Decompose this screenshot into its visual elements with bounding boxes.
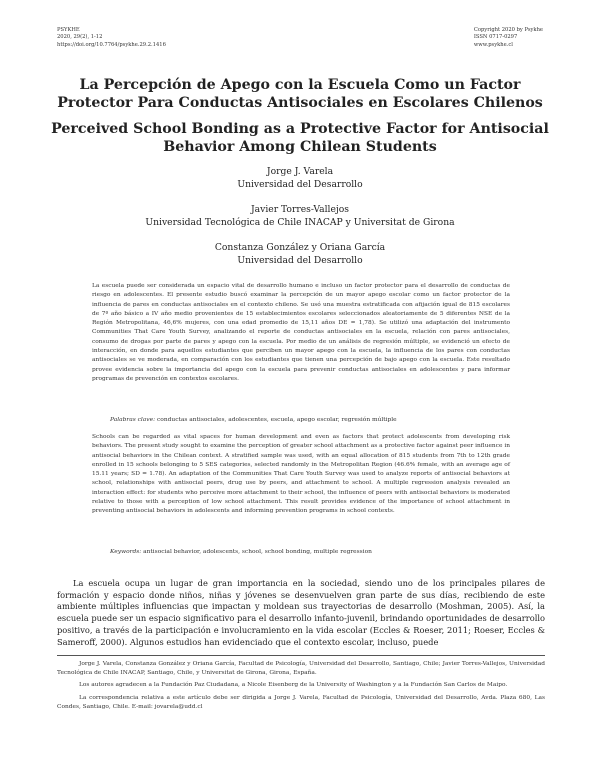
keywords-spanish — [110, 416, 510, 424]
journal-name: PSYKHE — [57, 27, 80, 33]
keywords-text: antisocial behavior, adolescents, school, school bonding, multiple regression — [143, 549, 372, 555]
author-block-2 — [40, 204, 560, 229]
title-english: Perceived School Bonding as a Protective Factor for Antisocial Behavior Among Chilean Students — [51, 121, 549, 155]
issn-line: ISSN 0717-0297 — [473, 34, 518, 41]
author-name: Jorge J. Varela — [266, 166, 334, 177]
keywords-english — [110, 548, 510, 556]
doi-link[interactable]: https://doi.org/10.7764/psykhe.29.2.1416 — [57, 41, 166, 48]
author-name: Javier Torres-Vallejos — [250, 204, 350, 215]
author-affiliation: Universidad Tecnológica de Chile INACAP y Universitat de Girona — [145, 216, 455, 228]
footnote-affiliations: Jorge J. Varela, Constanza González y Oriana García, Facultad de Psicología, Universidad del Desarrollo, Santiago, Chile; Javier Torres-Vallejos, Universidad Tecnológica de Chile INACAP, Santiago, Chile, y Universitat de Girona, Girona, España. — [57, 661, 545, 676]
body-paragraph — [57, 578, 545, 648]
author-name: Constanza González y Oriana García — [214, 242, 386, 253]
author-affiliation: Universidad del Desarrollo — [237, 178, 363, 190]
abstract-english: Schools can be regarded as vital spaces for human development and even as factors that protect adolescents from developing risk behaviors. The present study sought to examine the perception of greater school attachment as a protective factor against peer influence in antisocial behaviors in the Chilean context. A stratified sample was used, with an equal allocation of 815 students from 7th to 12th grade enrolled in 15 schools belonging to 5 SES categories, selected randomly in the Metropolitan Region (46.6% female, with an average age of 15.11 years; SD = 1.78). An adaptation of the Communities That Care Youth Survey was used to analyze reports of antisocial behaviors at school, relationships with antisocial peers, drug use by peers, and attachment to school. A multiple regression analysis revealed an interaction effect: for students who perceive more attachment to their school, the influence of peers with antisocial behaviors is moderated relative to those with a perception of low school attachment. This result provides evidence of the importance of school attachment in preventing antisocial behaviors in adolescents and informing prevention programs in school contexts. — [92, 434, 510, 515]
keywords-label: Keywords: — [110, 549, 142, 555]
body-text: La escuela ocupa un lugar de gran importancia en la sociedad, siendo uno de los principales pilares de formación y espacio donde niños, niñas y jóvenes se desenvuelven gran parte de sus días, recibiendo de este ambiente múltiples influencias que impactan y moldean sus trayectorias de desarrollo (Moshman, 2005). Así, la escuela puede ser un espacio significativo para el desarrollo infanto-juvenil, brindando oportunidades de desarrollo positivo, a través de la participación e involucramiento en la vida escolar (Eccles & Roeser, 2011; Roeser, Eccles & Sameroff, 2000). Algunos estudios han evidenciado que el contexto escolar, incluso, puede — [57, 578, 545, 647]
abstract-spanish: La escuela puede ser considerada un espacio vital de desarrollo humano e incluso un factor protector para el desarrollo de conductas de riesgo en adolescentes. El presente estudio buscó examinar la percepción de un mayor apego escolar como un factor protector de la influencia de pares en conductas antisociales en el contexto chileno. Se usó una muestra estratificada con afijación igual de 815 escolares de 7º año básico a IV año medio provenientes de 15 establecimientos escolares seleccionados aleatoriamente de 5 diferentes NSE de la Región Metropolitana, 46,6% mujeres, con una edad promedio de 15,11 años DE = 1,78). Se utilizó una adaptación del instrumento Communities That Care Youth Survey, analizando el reporte de conductas antisociales en la escuela, relación con pares antisociales, consumo de drogas por parte de pares y apego con la escuela. Por medio de un análisis de regresión múltiple, se evidenció un efecto de interacción, en donde para aquellos estudiantes que perciben un mayor apego con la escuela, la influencia de los pares con conductas antisociales se ve moderada, en comparación con los estudiantes que tienen una percepción de bajo apego con la escuela. Este resultado provee evidencia sobre la importancia del apego con la escuela para prevenir conductas antisociales en adolescentes y para informar programas de prevención en contextos escolares. — [92, 283, 510, 382]
website-link[interactable]: www.psykhe.cl — [473, 41, 513, 48]
volume-line: 2020, 29(2), 1-12 — [57, 34, 103, 41]
footnote-divider — [57, 655, 545, 656]
author-block-1 — [40, 166, 560, 191]
copyright-line: Copyright 2020 by Psykhe — [473, 27, 543, 33]
keywords-text: conductas antisociales, adolescentes, escuela, apego escolar, regresión múltiple — [156, 417, 397, 423]
keywords-label: Palabras clave: — [110, 417, 156, 423]
author-block-3 — [40, 242, 560, 267]
running-header-left — [57, 27, 166, 49]
footnote-correspondence: La correspondencia relativa a este artículo debe ser dirigida a Jorge J. Varela, Facultad de Psicología, Universidad del Desarrollo, Avda. Plaza 680, Las Condes, Santiago, Chile. E-mail: jovarela@udd.cl — [57, 695, 545, 710]
title-spanish: La Percepción de Apego con la Escuela Como un Factor Protector Para Conductas Antisociales en Escolares Chilenos — [57, 77, 543, 111]
running-header-right — [474, 27, 543, 49]
footnote-acknowledgments: Los autores agradecen a la Fundación Paz Ciudadana, a Nicole Eisenberg de la University of Washington y a la Fundación San Carlos de Maipo. — [79, 682, 508, 689]
footnotes — [57, 660, 545, 716]
author-affiliation: Universidad del Desarrollo — [237, 254, 363, 266]
